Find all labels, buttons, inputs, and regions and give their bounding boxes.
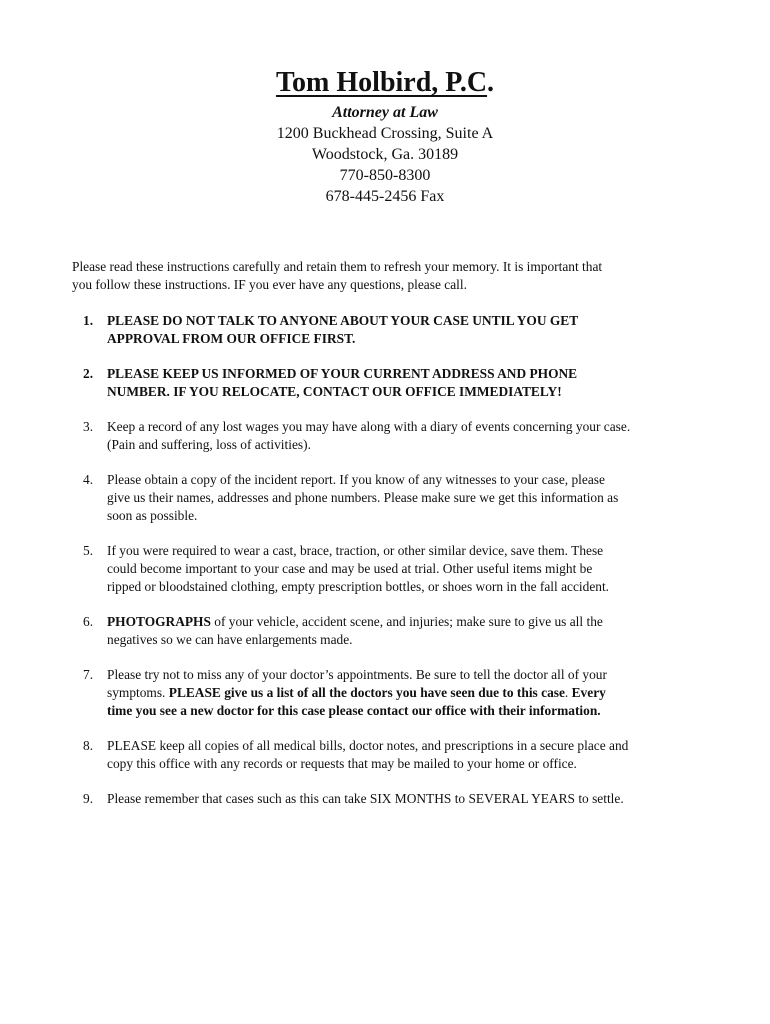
address-line-2: Woodstock, Ga. 30189 xyxy=(311,146,459,163)
item-number: 3. xyxy=(83,419,94,434)
attorney-title: Attorney at Law xyxy=(332,104,438,121)
firm-name-period: . xyxy=(487,67,495,98)
instruction-list xyxy=(72,312,702,808)
item-number: 1. xyxy=(83,313,94,328)
item-number: 6. xyxy=(83,614,94,629)
item-line: Keep a record of any lost wages you may have along with a diary of events concerning your case. xyxy=(107,419,631,434)
item-line: could become important to your case and may be used at trial. Other useful items might be xyxy=(107,561,593,576)
item-line: give us their names, addresses and phone numbers. Please make sure we get this information as xyxy=(107,490,619,505)
item-line: (Pain and suffering, loss of activities). xyxy=(107,437,311,452)
instruction-item-9 xyxy=(72,790,702,808)
item-number: 8. xyxy=(83,738,94,753)
intro-line-2: you follow these instructions. IF you ever have any questions, please call. xyxy=(72,277,467,292)
intro-paragraph xyxy=(72,258,697,294)
phone-number: 770-850-8300 xyxy=(339,167,431,184)
new-doctor-emphasis: time you see a new doctor for this case please contact our office with their information. xyxy=(107,703,601,718)
firm-name-underlined: Tom Holbird, P.C xyxy=(275,67,488,98)
item-number: 4. xyxy=(83,472,94,487)
firm-name xyxy=(0,66,770,100)
item-number: 7. xyxy=(83,667,94,682)
item-number: 5. xyxy=(83,543,94,558)
item-line: soon as possible. xyxy=(107,508,198,523)
item-line: symptoms. xyxy=(107,685,169,700)
item-line: APPROVAL FROM OUR OFFICE FIRST. xyxy=(107,331,356,346)
item-line: PLEASE keep all copies of all medical bills, doctor notes, and prescriptions in a secure place and xyxy=(107,738,629,753)
instruction-item-6 xyxy=(72,613,702,649)
item-line: of your vehicle, accident scene, and injuries; make sure to give us all the xyxy=(210,614,603,629)
item-line: Please obtain a copy of the incident report. If you know of any witnesses to your case, please xyxy=(107,472,605,487)
instruction-item-3 xyxy=(72,418,702,454)
address-line-1: 1200 Buckhead Crossing, Suite A xyxy=(276,125,494,142)
every-emphasis: Every xyxy=(568,685,606,700)
item-line: If you were required to wear a cast, brace, traction, or other similar device, save them. These xyxy=(107,543,604,558)
intro-line-1: Please read these instructions carefully and retain them to refresh your memory. It is important that xyxy=(72,259,603,274)
instruction-item-2 xyxy=(72,365,702,401)
instruction-item-5 xyxy=(72,542,702,596)
fax-number: 678-445-2456 Fax xyxy=(325,188,445,205)
photographs-emphasis: PHOTOGRAPHS xyxy=(107,614,211,629)
instruction-item-1 xyxy=(72,312,702,348)
item-line: ripped or bloodstained clothing, empty prescription bottles, or shoes worn in the fall accident. xyxy=(107,579,610,594)
letterhead xyxy=(0,66,770,207)
item-line: negatives so we can have enlargements made. xyxy=(107,632,353,647)
item-line: NUMBER. IF YOU RELOCATE, CONTACT OUR OFFICE IMMEDIATELY! xyxy=(107,384,562,399)
item-number: 9. xyxy=(83,791,94,806)
item-period: . xyxy=(564,685,569,700)
instruction-item-7 xyxy=(72,666,702,720)
item-line: Please remember that cases such as this can take SIX MONTHS to SEVERAL YEARS to settle. xyxy=(107,791,624,806)
doctor-list-emphasis: PLEASE give us a list of all the doctors you have seen due to this case xyxy=(168,685,565,700)
item-line: PLEASE KEEP US INFORMED OF YOUR CURRENT ADDRESS AND PHONE xyxy=(107,366,578,381)
item-line: PLEASE DO NOT TALK TO ANYONE ABOUT YOUR CASE UNTIL YOU GET xyxy=(107,313,579,328)
instruction-item-8 xyxy=(72,737,702,773)
item-line: Please try not to miss any of your doctor’s appointments. Be sure to tell the doctor all of your xyxy=(107,667,607,682)
instruction-item-4 xyxy=(72,471,702,525)
item-number: 2. xyxy=(83,366,94,381)
item-line: copy this office with any records or requests that may be mailed to your home or office. xyxy=(107,756,577,771)
